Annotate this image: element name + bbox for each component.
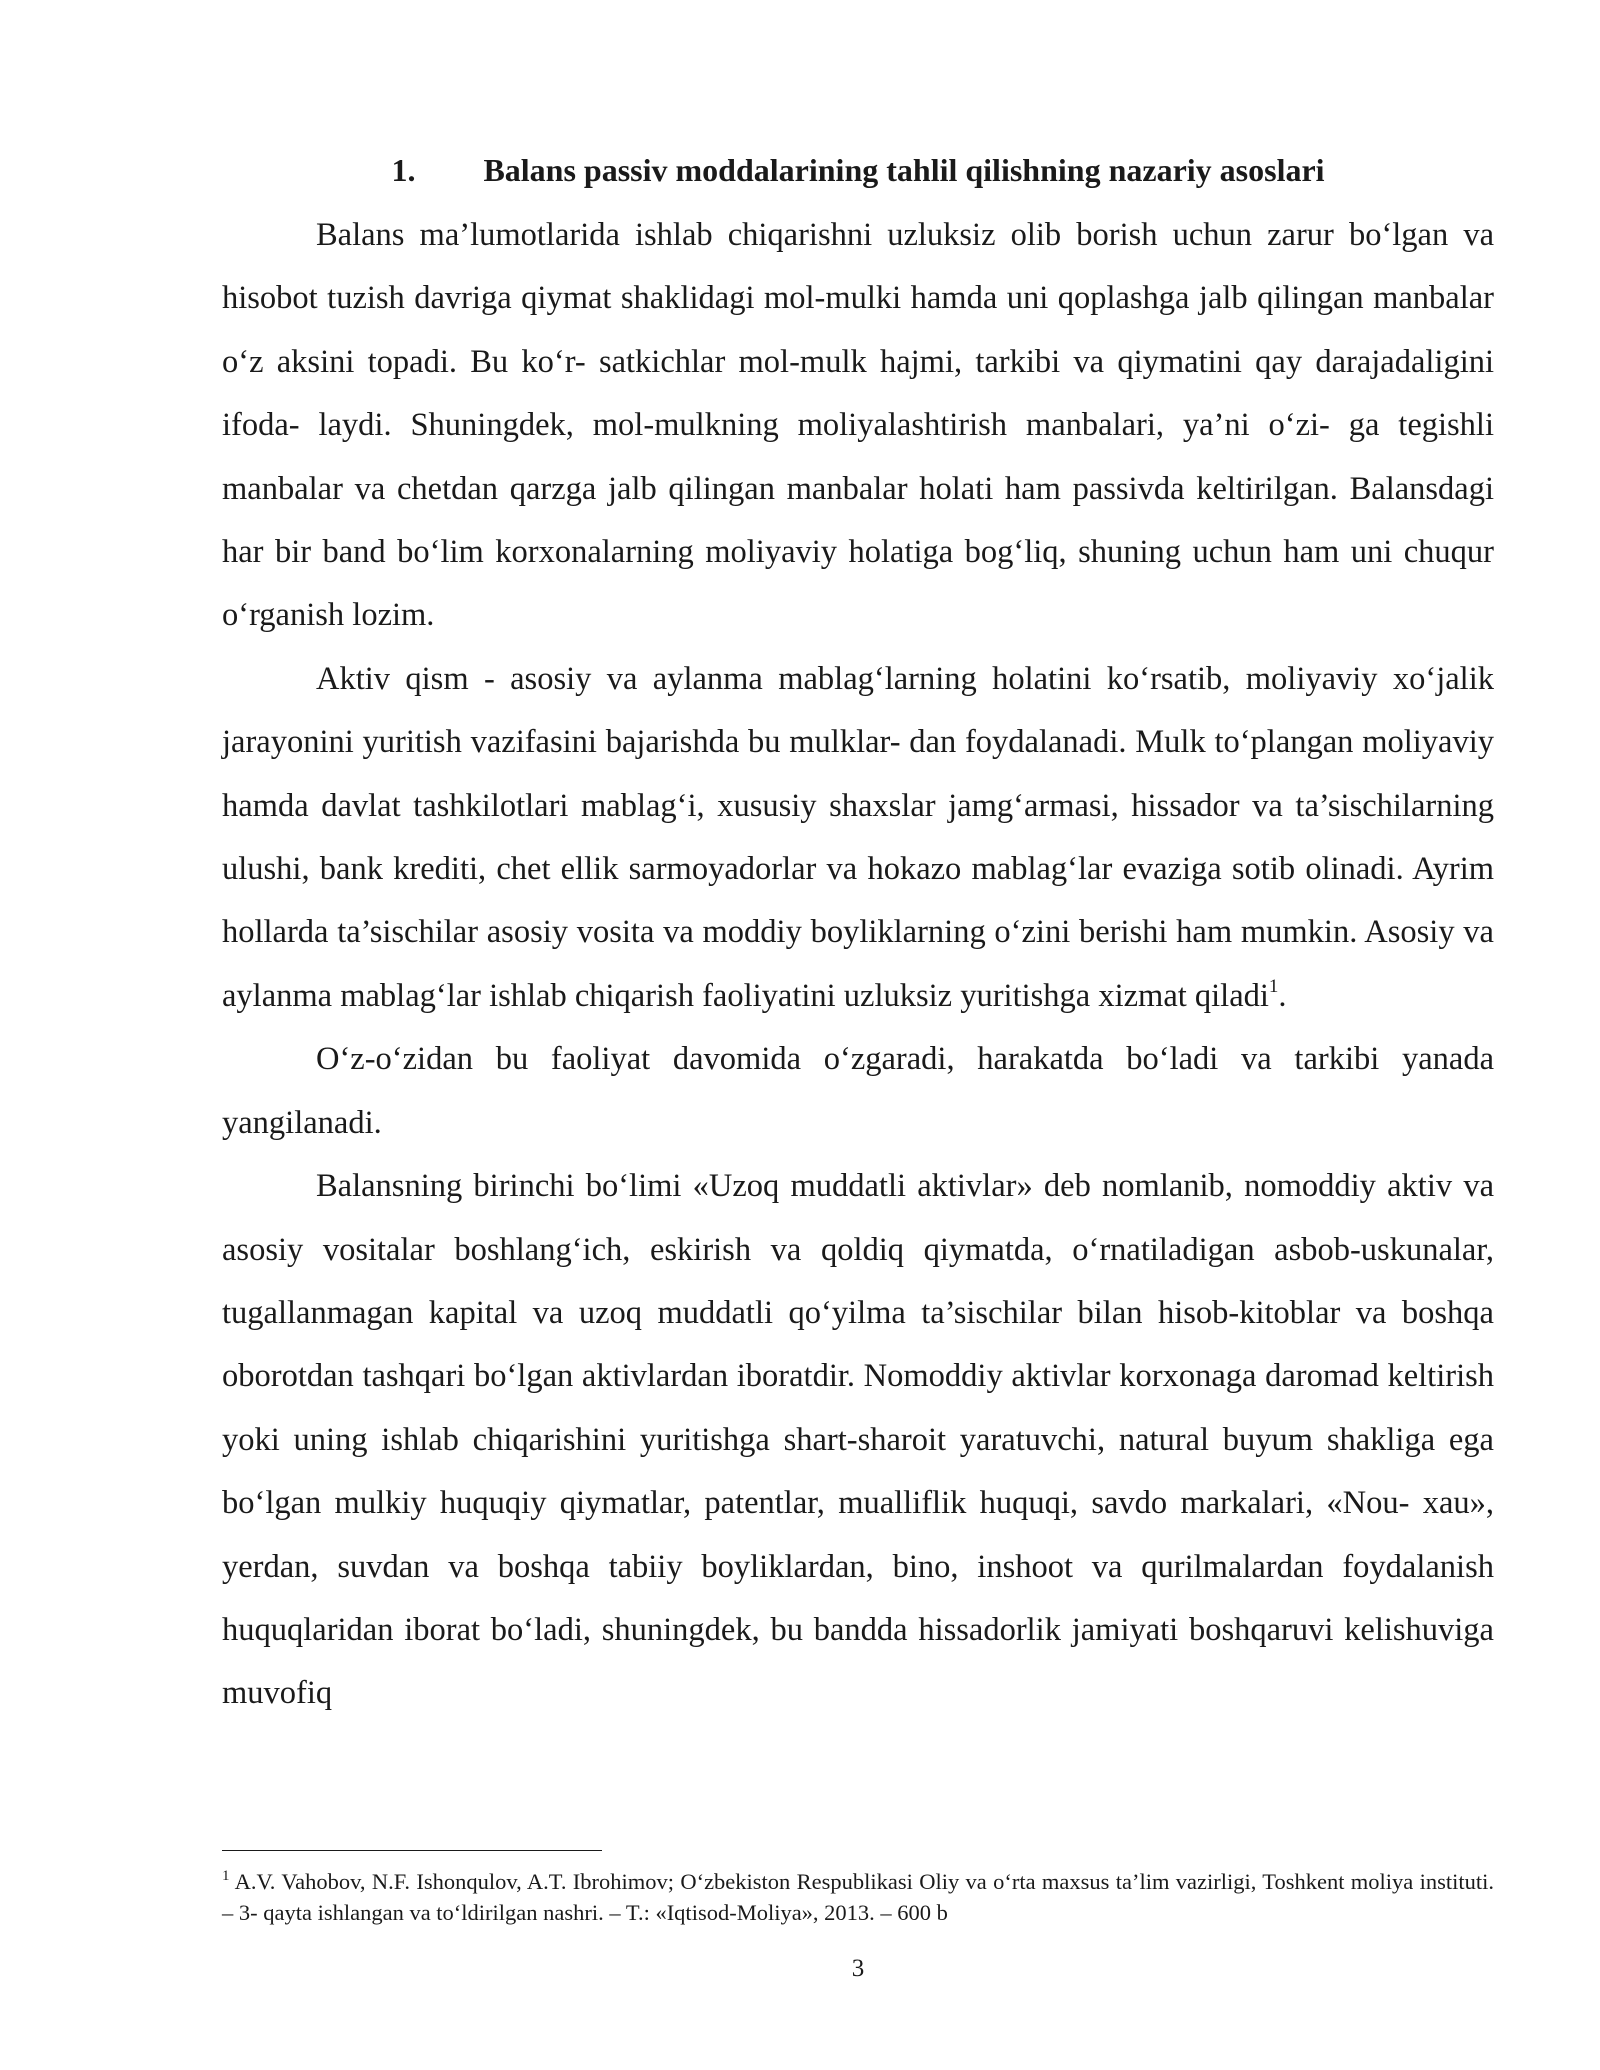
page-number: 3 [851,1955,865,1982]
footnote [222,1866,1494,1928]
paragraph-2 [222,648,1494,1028]
paragraph-2-end: . [1278,977,1287,1014]
footnote-marker: 1 [222,1868,230,1884]
paragraph-4: Balansning birinchi bo‘limi «Uzoq muddatli aktivlar» deb nomlanib, nomoddiy aktiv va asosiy vositalar boshlang‘ich, eskirish va qoldiq qiymatda, o‘rnatiladigan asbob-uskunalar, tugallanmagan kapital va uzoq muddatli qo‘yilma ta’sischilar bilan hisob-kitoblar va boshqa oborotdan tashqari bo‘lgan aktivlardan iboratdir. Nomoddiy aktivlar korxonaga daromad keltirish yoki uning ishlab chiqarishini yuritishga shart-sharoit yaratuvchi, natural buyum shakliga ega bo‘lgan mulkiy huquqiy qiymatlar, patentlar, mualliflik huquqi, savdo markalari, «Nou- xau», yerdan, suvdan va boshqa tabiiy boyliklardan, bino, inshoot va qurilmalardan foydalanish huquqlaridan iborat bo‘ladi, shuningdek, bu bandda hissadorlik jamiyati boshqaruvi kelishuviga muvofiq [222,1168,1494,1712]
footnote-reference[interactable]: 1 [1268,975,1279,997]
paragraph-1: Balans ma’lumotlarida ishlab chiqarishni uzluksiz olib borish uchun zarur bo‘lgan va hisobot tuzish davriga qiymat shaklidagi mol-mulki hamda uni qoplashga jalb qilingan manbalar o‘z aksini topadi. Bu ko‘r- satkichlar mol-mulk hajmi, tarkibi va qiymatini qay darajadaligini ifoda- laydi. Shuningdek, mol-mulkning moliyalashtirish manbalari, ya’ni o‘zi- ga tegishli manbalar va chetdan qarzga jalb qilingan manbalar holati ham passivda keltirilgan. Balansdagi har bir band bo‘lim korxonalarning moliyaviy holatiga bog‘liq, shuning uchun ham uni chuqur o‘rganish lozim. [222,217,1494,634]
paragraph-2-text: Aktiv qism - asosiy va aylanma mablag‘larning holatini ko‘rsatib, moliyaviy xo‘jalik jarayonini yuritish vazifasini bajarishda bu mulklar- dan foydalanadi. Mulk to‘plangan moliyaviy hamda davlat tashkilotlari mablag‘i, xususiy shaxslar jamg‘armasi, hissador va ta’sischilarning ulushi, bank krediti, chet ellik sarmoyadorlar va hokazo mablag‘lar evaziga sotib olinadi. Ayrim hollarda ta’sischilar asosiy vosita va moddiy boyliklarning o‘zini berishi ham mumkin. Asosiy va aylanma mablag‘lar ishlab chiqarish faoliyatini uzluksiz yuritishga xizmat qiladi [222,660,1494,1014]
paragraph-3: O‘z-o‘zidan bu faoliyat davomida o‘zgaradi, harakatda bo‘ladi va tarkibi yanada yangilanadi. [222,1041,1494,1141]
document-page [222,0,1494,2070]
section-title: Balans passiv moddalarining tahlil qilishning nazariy asoslari [483,152,1325,188]
section-heading [222,148,1494,192]
footnote-separator [222,1850,602,1851]
footnote-text: A.V. Vahobov, N.F. Ishonqulov, A.T. Ibrohimov; O‘zbekiston Respublikasi Oliy va o‘rta maxsus ta’lim vazirligi, Toshkent moliya instituti. – 3- qayta ishlangan va to‘ldirilgan nashri. – T.: «Iqtisod-Moliya», 2013. – 600 b [222,1869,1494,1925]
section-number: 1. [391,152,416,188]
body-text [222,204,1494,1726]
